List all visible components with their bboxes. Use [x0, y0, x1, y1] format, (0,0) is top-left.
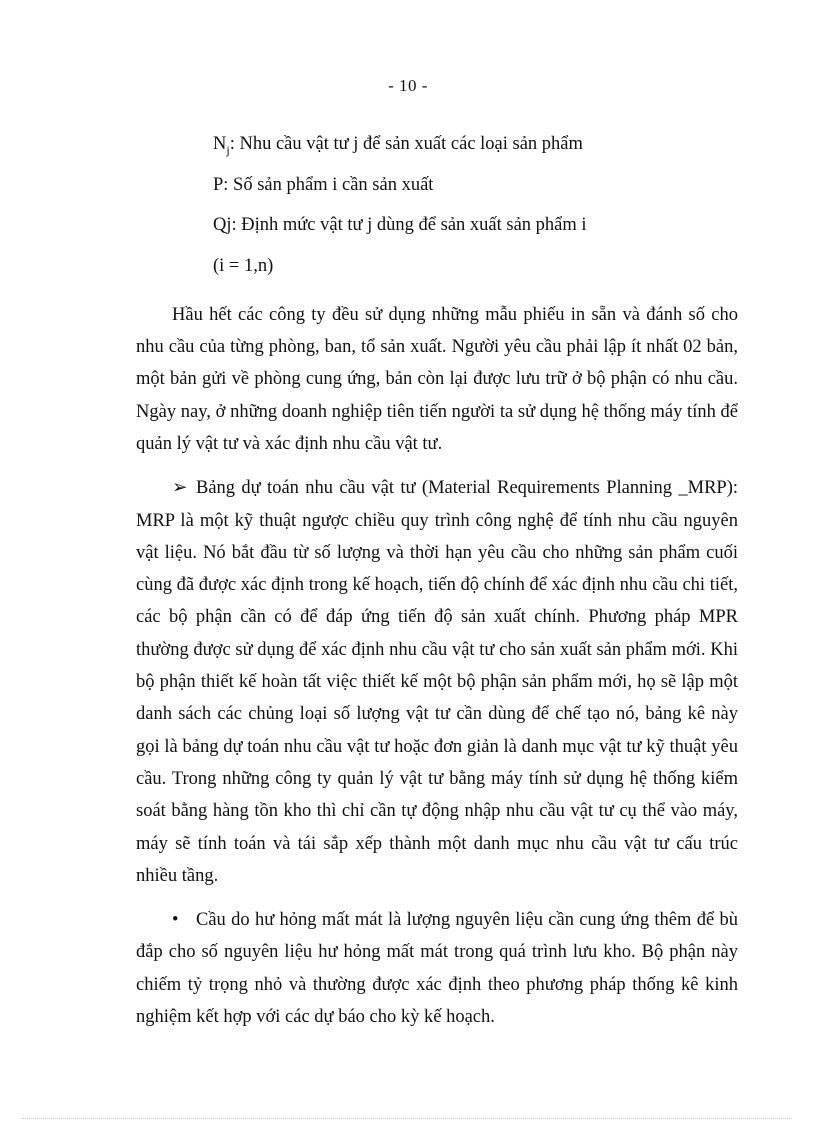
paragraph-forms: Hầu hết các công ty đều sử dụng những mẫu phiếu in sẵn và đánh số cho nhu cầu của từng phòng, ban, tổ sản xuất. Người yêu cầu phải lập ít nhất 02 bản, một bản gửi về phòng cung ứng, bản còn lại được lưu trữ ở bộ phận có nhu cầu. Ngày nay, ở những doanh nghiệp tiên tiến người ta sử dụng hệ thống máy tính để quản lý vật tư và xác định nhu cầu vật tư.	[136, 304, 738, 454]
paragraph-loss-demand-text: Cầu do hư hỏng mất mát là lượng nguyên liệu cần cung ứng thêm để bù đắp cho số nguyên liệu hư hỏng mất mát trong quá trình lưu kho. Bộ phận này chiếm tỷ trọng nhỏ và thường được xác định theo phương pháp thống kê kinh nghiệm kết hợp với các dự báo cho kỳ kế hoạch.	[136, 910, 738, 1027]
paragraph-mrp	[136, 472, 738, 892]
definition-nj	[136, 128, 738, 169]
definition-p: P: Số sản phẩm i cần sản xuất	[213, 174, 434, 195]
nj-symbol: N	[213, 134, 227, 154]
dot-bullet-icon: •	[172, 910, 179, 931]
paragraph-mrp-text: Bảng dự toán nhu cầu vật tư (Material Requirements Planning _MRP): MRP là một kỹ thuật ngược chiều quy trình công nghệ để tính nhu cầu nguyên vật liệu. Nó bắt đầu từ số lượng và thời hạn yêu cầu cho những sản phẩm cuối cùng đã được xác định trong kế hoạch, tiến độ chính để xác định nhu cầu chi tiết, các bộ phận cần có để đáp ứng tiến độ sản xuất chính. Phương pháp MPR thường được sử dụng để xác định nhu cầu vật tư cho sản xuất sản phẩm mới. Khi bộ phận thiết kế hoàn tất việc thiết kế một bộ phận sản phẩm mới, họ sẽ lập một danh sách các chủng loại số lượng vật tư cần dùng để chế tạo nó, bảng kê này gọi là bảng dự toán nhu cầu vật tư hoặc đơn giản là danh mục vật tư kỹ thuật yêu cầu. Trong những công ty quản lý vật tư bằng máy tính sử dụng hệ thống kiểm soát bằng hàng tồn kho thì chỉ cần tự động nhập nhu cầu vật tư cụ thể vào máy, máy sẽ tính toán và tái sắp xếp thành một danh mục nhu cầu vật tư cấu trúc nhiều tầng.	[136, 478, 738, 886]
definition-range: (i = 1,n)	[213, 256, 274, 277]
document-body	[136, 128, 738, 1033]
page-number: - 10 -	[388, 76, 428, 95]
definition-qj: Qj: Định mức vật tư j dùng để sản xuất sản phẩm i	[213, 215, 587, 236]
footer-divider	[22, 1118, 792, 1119]
nj-description: : Nhu cầu vật tư j để sản xuất các loại sản phẩm	[229, 134, 583, 154]
arrow-bullet-icon: ➢	[172, 478, 188, 499]
nj-subscript: j	[226, 143, 230, 157]
paragraph-loss-demand	[136, 904, 738, 1033]
